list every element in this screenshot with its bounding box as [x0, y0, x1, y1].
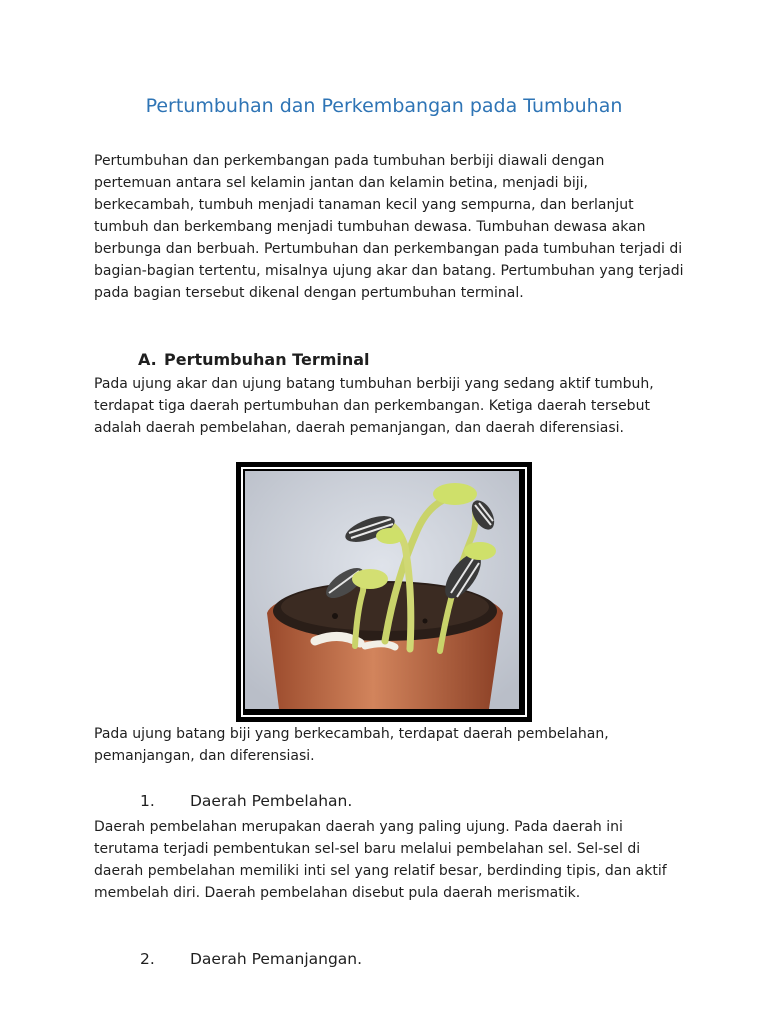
- section-a-number: A.: [138, 350, 157, 369]
- seedling-figure: [236, 462, 532, 722]
- page-title: Pertumbuhan dan Perkembangan pada Tumbuhan: [145, 95, 623, 117]
- intro-paragraph: Pertumbuhan dan perkembangan pada tumbuhan berbiji diawali dengan pertemuan antara sel kelamin jantan dan kelamin betina, menjadi biji, berkecambah, tumbuh menjadi tanaman kecil yang sempurna, dan berlanjut tumbuh dan berkembang menjadi tumbuhan dewasa. Tumbuhan dewasa akan berbunga dan berbuah. Pertumbuhan dan perkembangan pada tumbuhan terjadi di bagian-bagian tertentu, misalnya ujung akar dan batang. Pertumbuhan yang terjadi pada bagian tersebut dikenal dengan pertumbuhan terminal.: [94, 153, 684, 301]
- item-2-number: 2.: [140, 950, 155, 968]
- item-1-paragraph: Daerah pembelahan merupakan daerah yang paling ujung. Pada daerah ini terutama terjadi pembentukan sel-sel baru melalui pembelahan sel. Sel-sel di daerah pembelahan memiliki inti sel yang relatif besar, berdinding tipis, dan aktif membelah diri. Daerah pembelahan disebut pula daerah merismatik.: [94, 819, 667, 901]
- figure-caption-paragraph: Pada ujung batang biji yang berkecambah, terdapat daerah pembelahan, pemanjangan, dan diferensiasi.: [94, 726, 609, 764]
- section-a-paragraph: Pada ujung akar dan ujung batang tumbuhan berbiji yang sedang aktif tumbuh, terdapat tiga daerah pertumbuhan dan perkembangan. Ketiga daerah tersebut adalah daerah pembelahan, daerah pemanjangan, dan daerah diferensiasi.: [94, 376, 654, 436]
- section-a-title: Pertumbuhan Terminal: [164, 350, 370, 369]
- item-1-title: Daerah Pembelahan.: [190, 792, 353, 810]
- item-1-number: 1.: [140, 792, 155, 810]
- sunflower-seedlings-image: [245, 471, 519, 709]
- section-a-heading: [138, 348, 370, 372]
- item-2-title: Daerah Pemanjangan.: [190, 950, 363, 968]
- item-1-heading: [140, 789, 352, 813]
- item-2-heading: [140, 947, 362, 971]
